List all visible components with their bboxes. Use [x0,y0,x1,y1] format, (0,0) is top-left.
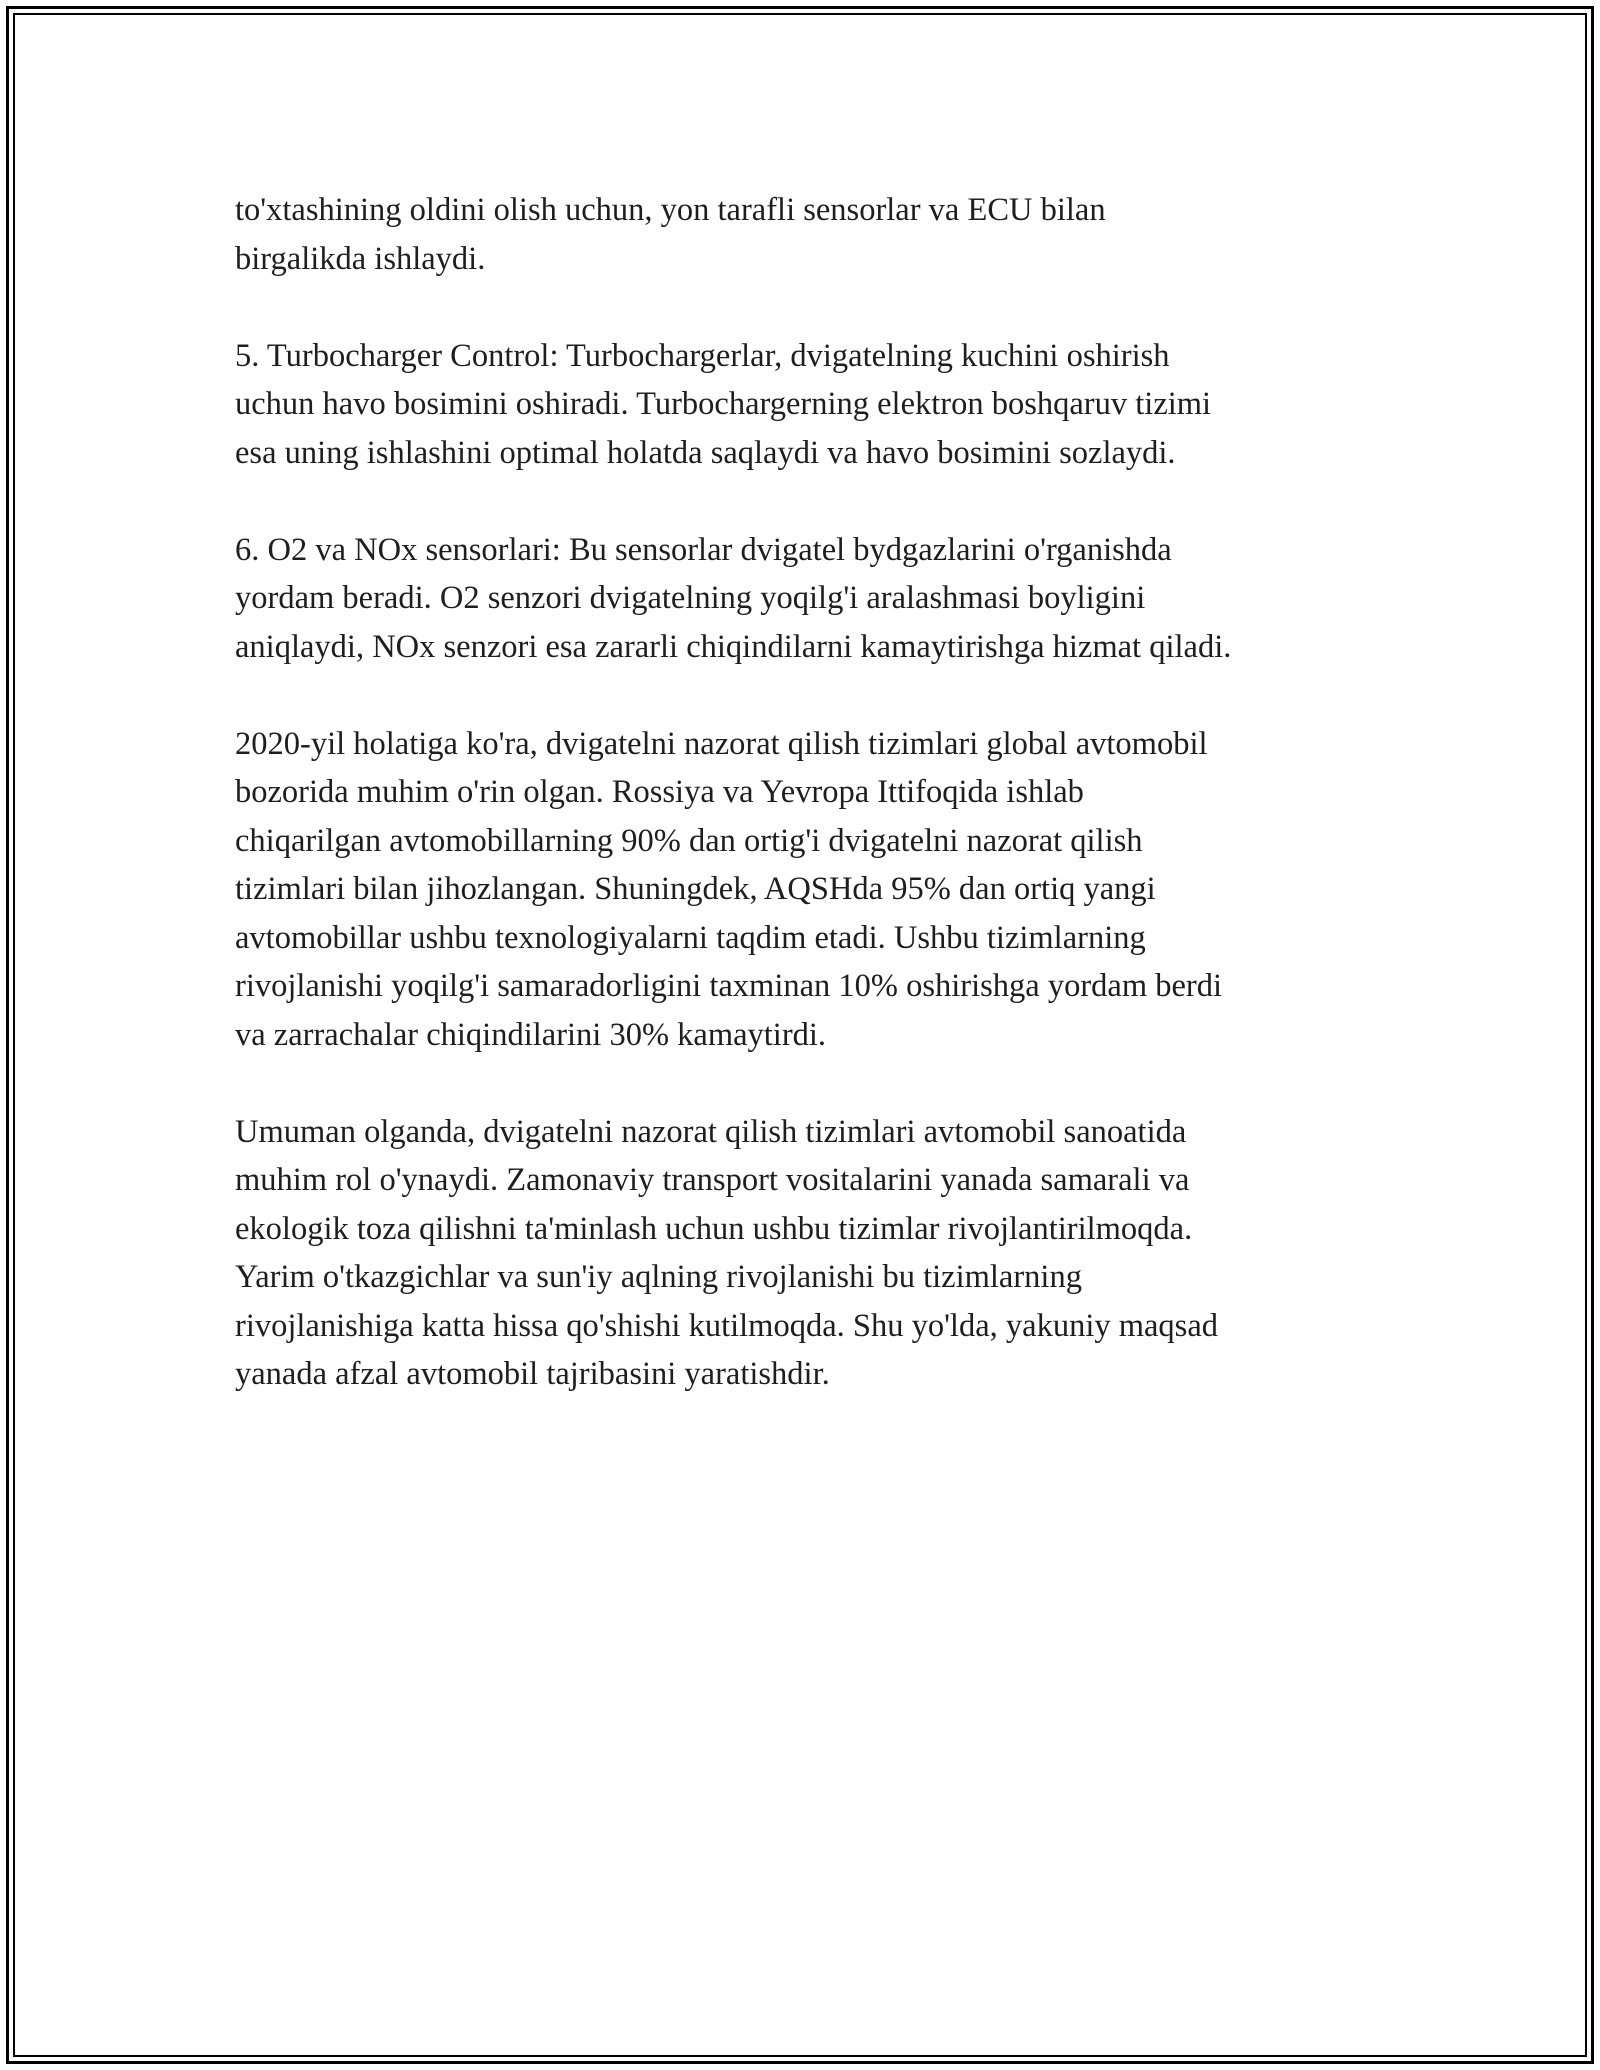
document-body [235,186,1375,1447]
paragraph-market-statistics: 2020-yil holatiga ko'ra, dvigatelni nazorat qilish tizimlari global avtomobil bozorida muhim o'rin olgan. Rossiya va Yevropa Ittifoqida ishlab chiqarilgan avtomobillarning 90% dan ortig'i dvigatelni nazorat qilish tizimlari bilan jihozlangan. Shuningdek, AQSHda 95% dan ortiq yangi avtomobillar ushbu texnologiyalarni taqdim etadi. Ushbu tizimlarning rivojlanishi yoqilg'i samaradorligini taxminan 10% oshirishga yordam berdi va zarrachalar chiqindilarini 30% kamaytirdi. [235,725,1222,1053]
paragraph-turbocharger-control: 5. Turbocharger Control: Turbochargerlar, dvigatelning kuchini oshirish uchun havo bosimini oshiradi. Turbochargerning elektron boshqaruv tizimi esa uning ishlashini optimal holatda saqlaydi va havo bosimini sozlaydi. [235,337,1212,471]
paragraph-o2-nox-sensors: 6. O2 va NOx sensorlari: Bu sensorlar dvigatel bydgazlarini o'rganishda yordam beradi. O2 senzori dvigatelning yoqilg'i aralashmasi boyligini aniqlaydi, NOx senzori esa zararli chiqindilarni kamaytirishga hizmat qiladi. [235,531,1232,665]
paragraph-continuation: to'xtashining oldini olish uchun, yon tarafli sensorlar va ECU bilan birgalikda ishlaydi. [235,192,1106,277]
paragraph-conclusion: Umuman olganda, dvigatelni nazorat qilish tizimlari avtomobil sanoatida muhim rol o'ynaydi. Zamonaviy transport vositalarini yanada samarali va ekologik toza qilishni ta'minlash uchun ushbu tizimlar rivojlantirilmoqda. Yarim o'tkazgichlar va sun'iy aqlning rivojlanishi bu tizimlarning rivojlanishiga katta hissa qo'shishi kutilmoqda. Shu yo'lda, yakuniy maqsad yanada afzal avtomobil tajribasini yaratishdir. [235,1113,1218,1392]
